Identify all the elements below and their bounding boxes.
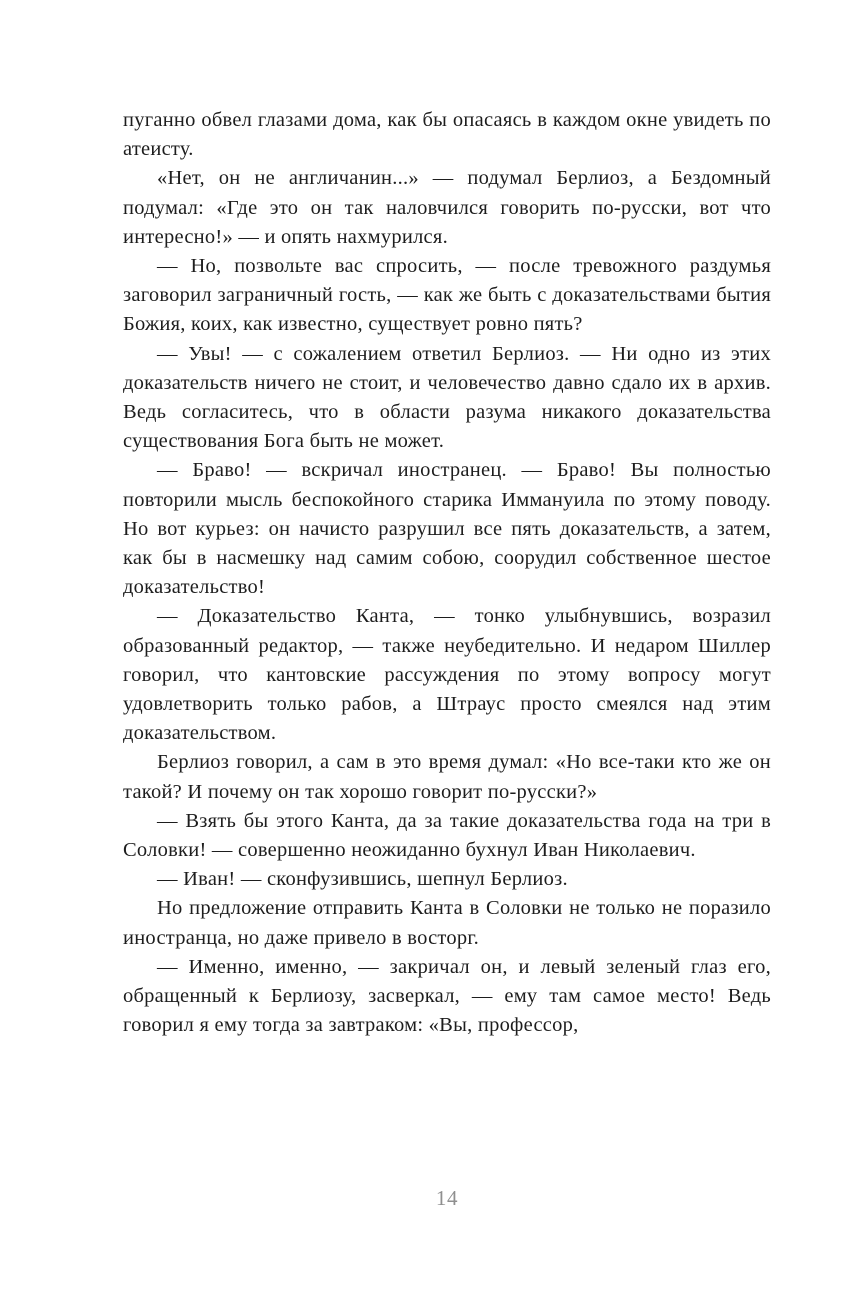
page-number: 14	[435, 1186, 459, 1210]
paragraph: — Браво! — вскричал иностранец. — Браво! Вы полностью повторили мысль беспокойного старика Иммануила по этому поводу. Но вот курьез: он начисто разрушил все пять доказательств, а затем, как бы в насмешку над самим собою, соорудил собственное шестое доказательство!	[123, 459, 771, 599]
paragraph: — Именно, именно, — закричал он, и левый зеленый глаз его, обращенный к Берлиозу, засверкал, — ему там самое место! Ведь говорил я ему тогда за завтраком: «Вы, профессор,	[123, 955, 771, 1037]
paragraph: Берлиоз говорил, а сам в это время думал: «Но все-таки кто же он такой? И почему он так хорошо говорит по-русски?»	[123, 751, 771, 803]
paragraph: — Иван! — сконфузившись, шепнул Берлиоз.	[157, 868, 568, 891]
paragraph: пуганно обвел глазами дома, как бы опасаясь в каждом окне увидеть по атеисту.	[123, 109, 771, 161]
paragraph: — Взять бы этого Канта, да за такие доказательства года на три в Соловки! — совершенно неожиданно бухнул Иван Николаевич.	[123, 809, 771, 862]
page-text-block	[123, 106, 771, 1041]
paragraph: Но предложение отправить Канта в Соловки не только не поразило иностранца, но даже привело в восторг.	[123, 897, 771, 949]
paragraph: — Увы! — с сожалением ответил Берлиоз. — Ни одно из этих доказательств ничего не стоит, и человечество давно сдало их в архив. Ведь согласитесь, что в области разума никакого доказательства существования Бога быть не может.	[123, 342, 771, 453]
paragraph: — Доказательство Канта, — тонко улыбнувшись, возразил образованный редактор, — также неубедительно. И недаром Шиллер говорил, что кантовские рассуждения по этому вопросу могут удовлетворить только рабов, а Штраус просто смеялся над этим доказательством.	[123, 605, 771, 745]
paragraph: «Нет, он не англичанин...» — подумал Берлиоз, а Бездомный подумал: «Где это он так наловчился говорить по-русски, вот что интересно!» — и опять нахмурился.	[123, 167, 771, 248]
paragraph: — Но, позвольте вас спросить, — после тревожного раздумья заговорил заграничный гость, — как же быть с доказательствами бытия Божия, коих, как известно, существует ровно пять?	[123, 255, 771, 336]
